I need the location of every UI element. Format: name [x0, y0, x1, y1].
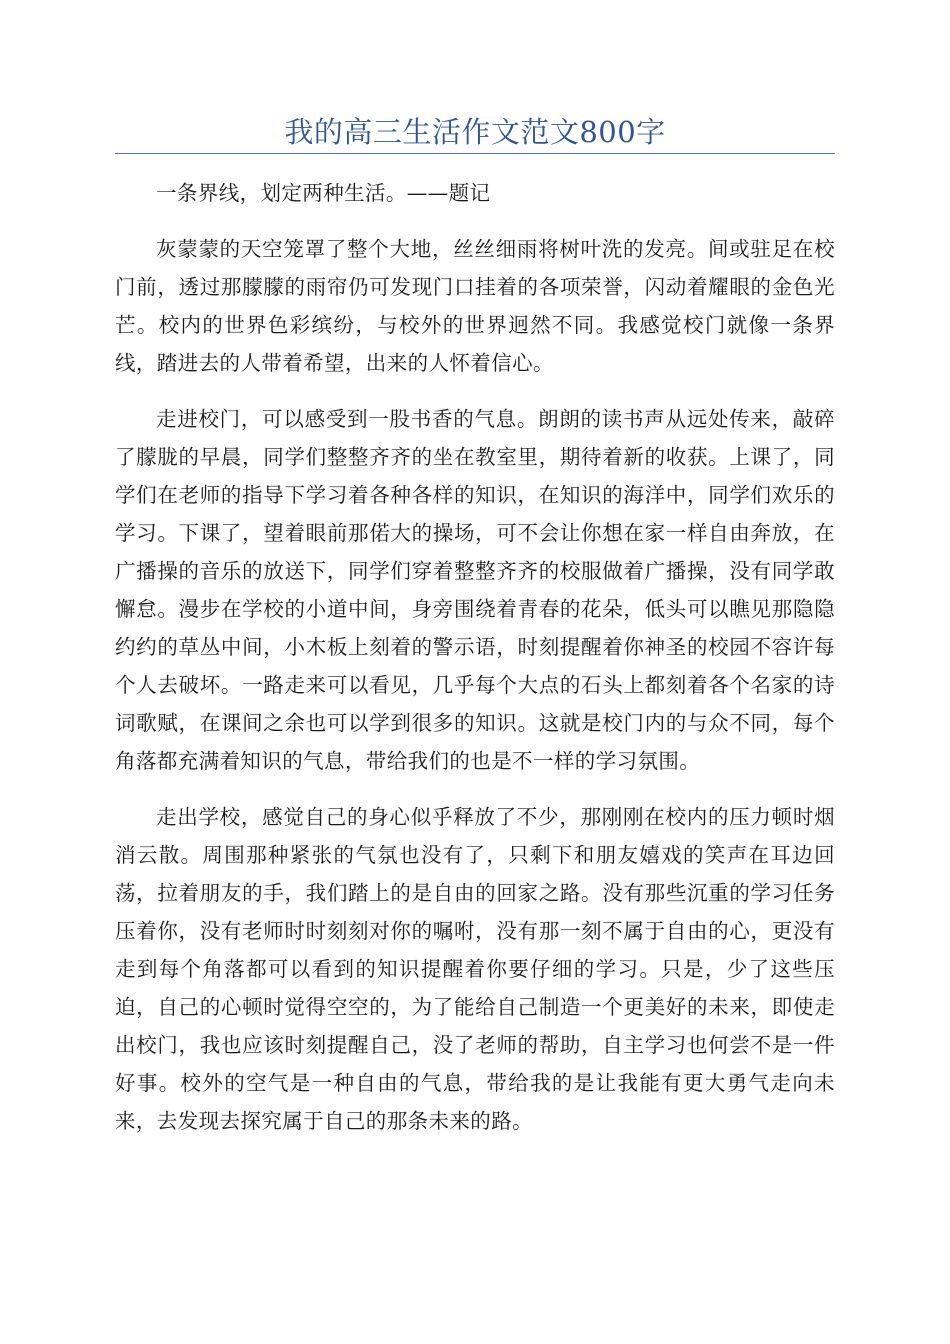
- document-title: 我的高三生活作文范文800字: [284, 115, 666, 149]
- document-body: [115, 174, 835, 1158]
- title-underline: [115, 153, 835, 154]
- epigraph-paragraph: 一条界线，划定两种生活。——题记: [156, 181, 491, 205]
- body-paragraph: 走进校门，可以感受到一股书香的气息。朗朗的读书声从远处传来，敲碎了朦胧的早晨，同学们整整齐齐的坐在教室里，期待着新的收获。上课了，同学们在老师的指导下学习着各种各样的知识，在知识的海洋中，同学们欢乐的学习。下课了，望着眼前那偌大的操场，可不会让你想在家一样自由奔放，在广播操的音乐的放送下，同学们穿着整整齐齐的校服做着广播操，没有同学敢懈怠。漫步在学校的小道中间，身旁围绕着青春的花朵，低头可以瞧见那隐隐约约的草丛中间，小木板上刻着的警示语，时刻提醒着你神圣的校园不容许每个人去破坏。一路走来可以看见，几乎每个大点的石头上都刻着各个名家的诗词歌赋，在课间之余也可以学到很多的知识。这就是校门内的与众不同，每个角落都充满着知识的气息，带给我们的也是不一样的学习氛围。: [115, 407, 835, 773]
- body-paragraph: 走出学校，感觉自己的身心似乎释放了不少，那刚刚在校内的压力顿时烟消云散。周围那种紧张的气氛也没有了，只剩下和朋友嬉戏的笑声在耳边回荡，拉着朋友的手，我们踏上的是自由的回家之路。没有那些沉重的学习任务压着你，没有老师时时刻刻对你的嘱咐，没有那一刻不属于自由的心，更没有走到每个角落都可以看到的知识提醒着你要仔细的学习。只是，少了这些压迫，自己的心顿时觉得空空的，为了能给自己制造一个更美好的未来，即使走出校门，我也应该时刻提醒自己，没了老师的帮助，自主学习也何尝不是一件好事。校外的空气是一种自由的气息，带给我的是让我能有更大勇气走向未来，去发现去探究属于自己的那条未来的路。: [115, 805, 835, 1133]
- body-paragraph: 灰蒙蒙的天空笼罩了整个大地，丝丝细雨将树叶洗的发亮。间或驻足在校门前，透过那朦朦的雨帘仍可发现门口挂着的各项荣誉，闪动着耀眼的金色光芒。校内的世界色彩缤纷，与校外的世界迥然不同。我感觉校门就像一条界线，踏进去的人带着希望，出来的人怀着信心。: [115, 237, 835, 375]
